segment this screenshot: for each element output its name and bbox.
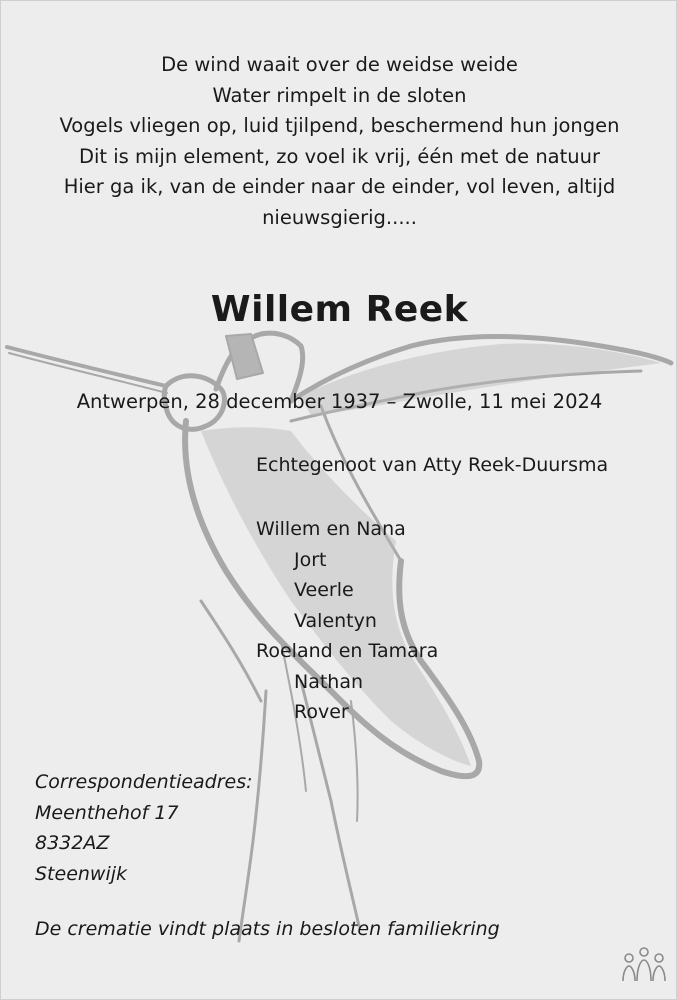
grandchild: Rover [294, 701, 349, 723]
family-logo-icon [619, 945, 669, 985]
cremation-notice: De crematie vindt plaats in besloten familiekring [35, 918, 500, 940]
family-list [256, 514, 438, 728]
family-couple: Roeland en Tamara [256, 640, 439, 662]
spouse-line: Echtegenoot van Atty Reek-Duursma [256, 454, 609, 476]
poem-line: nieuwsgierig..... [262, 205, 417, 229]
address-city: Steenwijk [35, 862, 128, 885]
grandchild: Valentyn [294, 609, 377, 632]
poem-line: Water rimpelt in de sloten [212, 83, 467, 107]
deceased-name: Willem Reek [210, 289, 469, 330]
poem-line: Hier ga ik, van de einder naar de einder, vol leven, altijd [63, 175, 616, 199]
address-label: Correspondentieadres: [35, 771, 253, 793]
grandchild: Jort [294, 548, 327, 571]
poem [1, 50, 677, 234]
grandchild: Nathan [294, 670, 364, 693]
birth-death-dates: Antwerpen, 28 december 1937 – Zwolle, 11 mei 2024 [76, 390, 603, 413]
address-postcode: 8332AZ [35, 832, 110, 854]
correspondence-address [35, 767, 253, 889]
poem-line: Dit is mijn element, zo voel ik vrij, één met de natuur [78, 144, 601, 168]
address-street: Meenthehof 17 [35, 801, 179, 824]
poem-line: De wind waait over de weidse weide [161, 53, 518, 76]
grandchild: Veerle [294, 579, 354, 601]
poem-line: Vogels vliegen op, luid tjilpend, beschermend hun jongen [59, 114, 620, 138]
family-couple: Willem en Nana [256, 518, 406, 540]
